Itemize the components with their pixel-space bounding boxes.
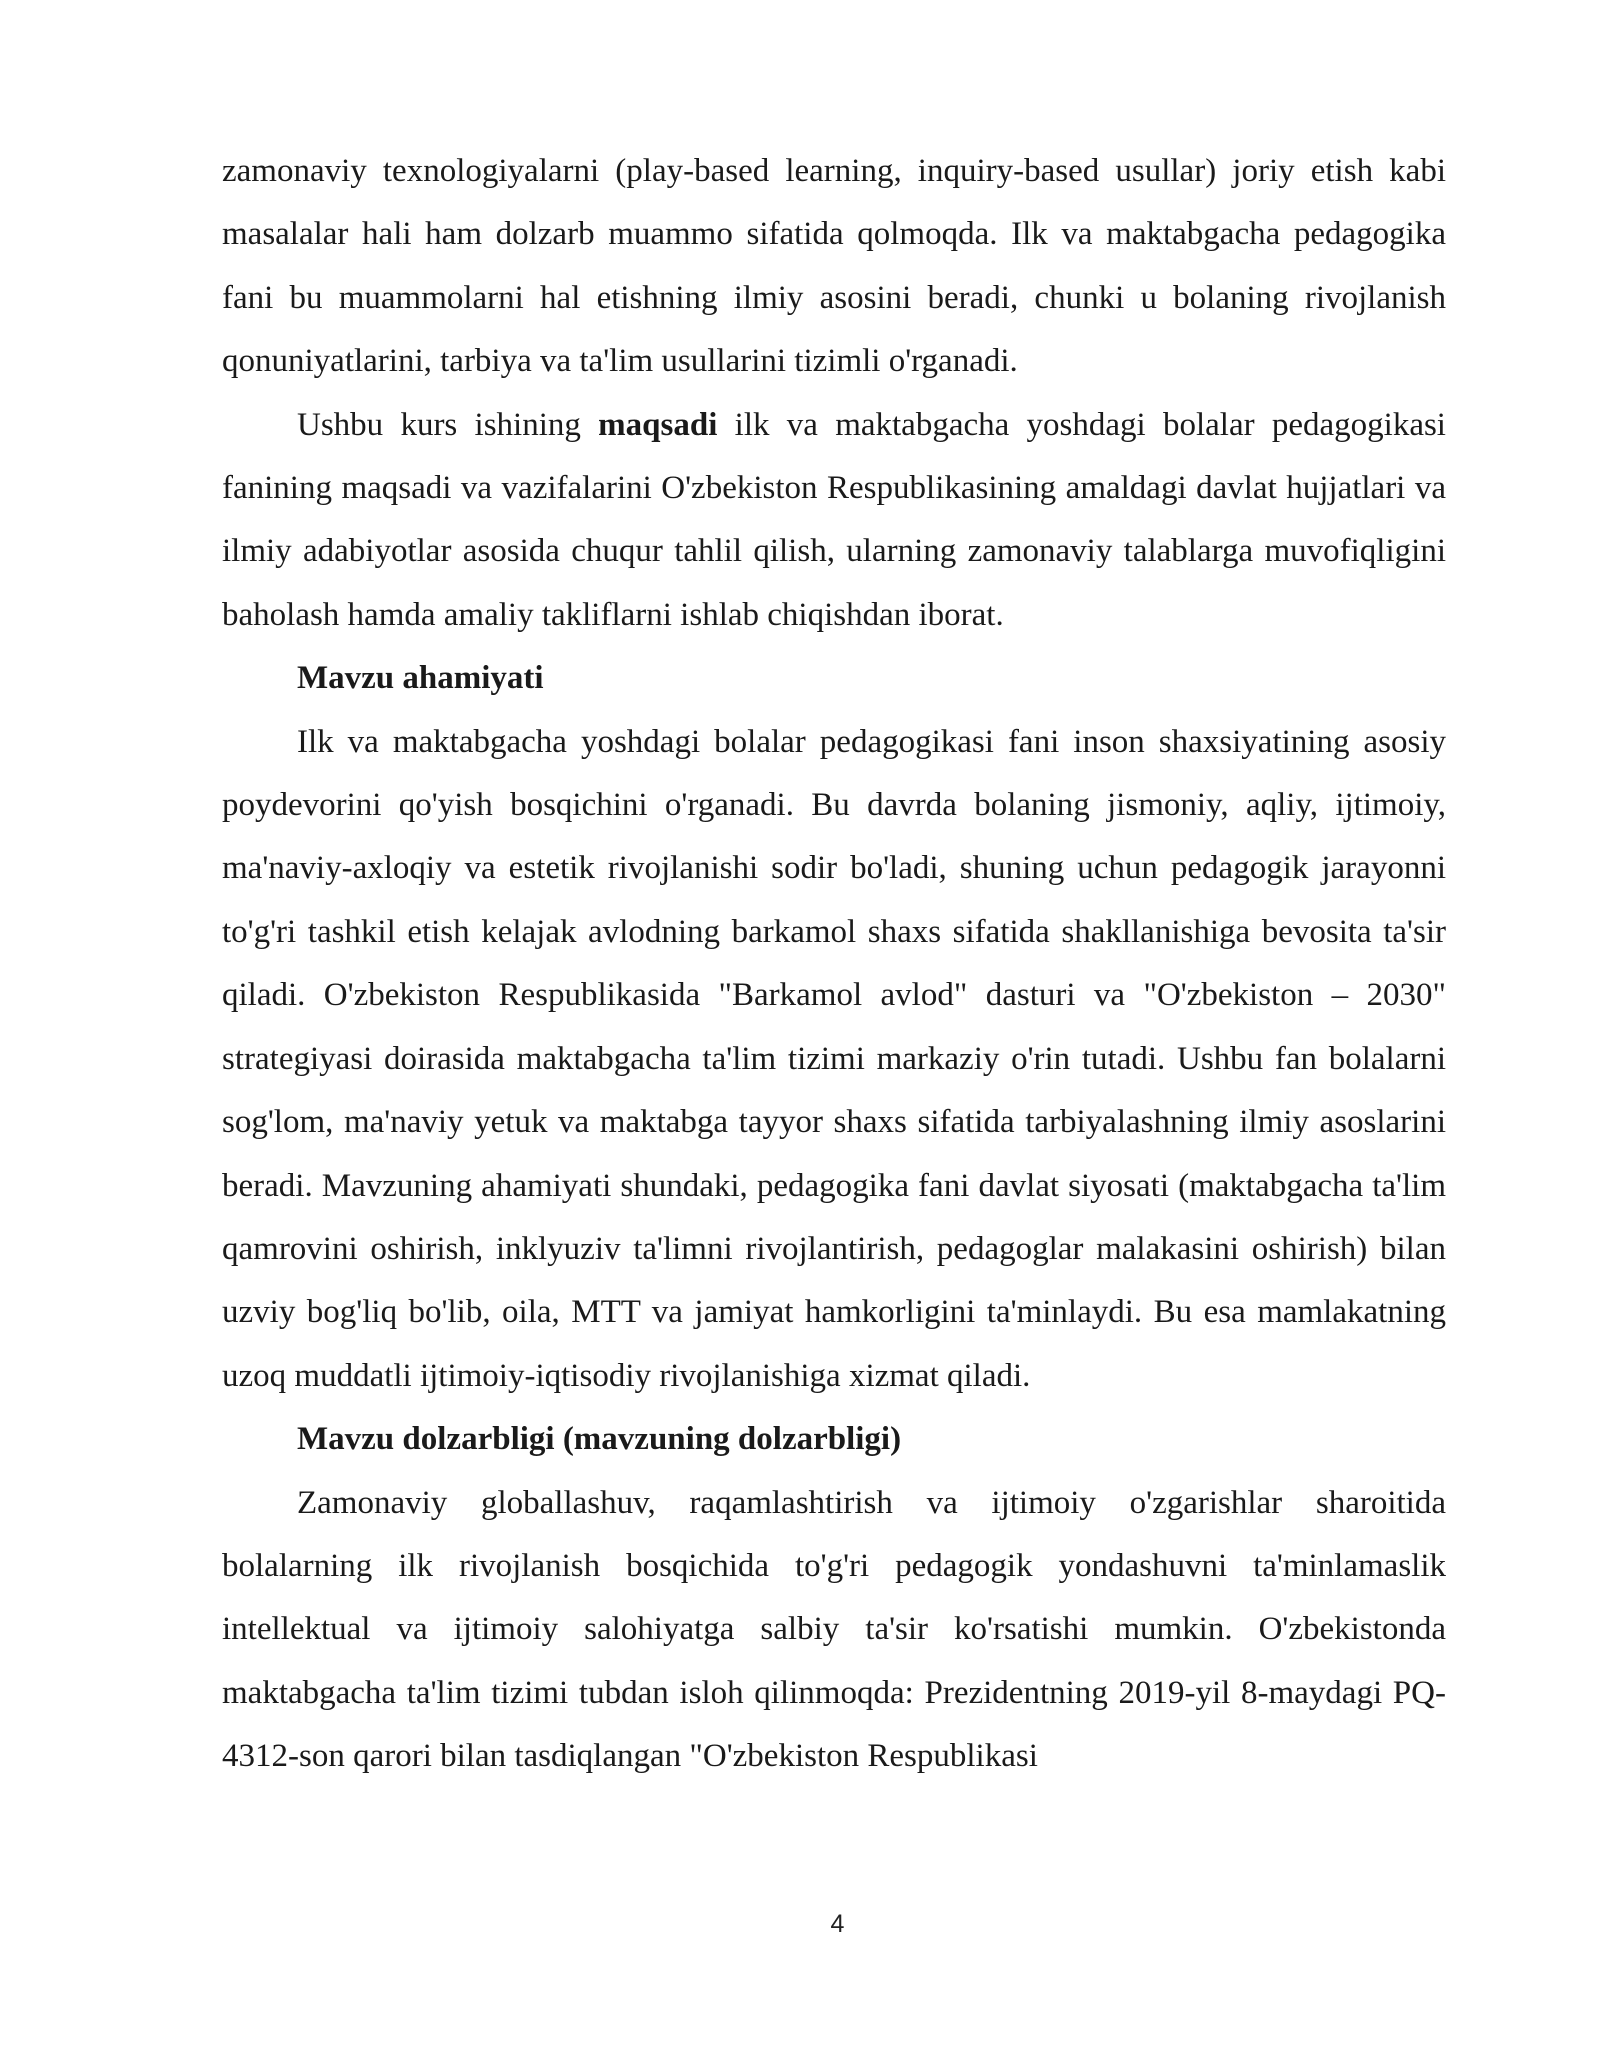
goal-text-before: Ushbu kurs ishining (297, 406, 599, 443)
heading-importance: Mavzu ahamiyati (297, 660, 544, 697)
paragraph-intro-continuation: zamonaviy texnologiyalarni (play-based learning, inquiry-based usullar) joriy etish kabi masalalar hali ham dolzarb muammo sifatida qolmoqda. Ilk va maktabgacha pedagogika fani bu muammolarni hal etishning ilmiy asosini beradi, chunki u bolaning rivojlanish qonuniyatlarini, tarbiya va ta'lim usullarini tizimli o'rganadi. (222, 153, 1446, 380)
heading-relevance: Mavzu dolzarbligi (mavzuning dolzarbligi) (297, 1421, 902, 1458)
paragraph-relevance: Zamonaviy globallashuv, raqamlashtirish va ijtimoiy o'zgarishlar sharoitida bolalarning ilk rivojlanish bosqichida to'g'ri pedagogik yondashuvni ta'minlamaslik intellektual va ijtimoiy salohiyatga salbiy ta'sir ko'rsatishi mumkin. O'zbekistonda maktabgacha ta'lim tizimi tubdan isloh qilinmoqda: Prezidentning 2019-yil 8-maydagi PQ-4312-son qarori bilan tasdiqlangan "O'zbekiston Respublikasi (222, 1484, 1446, 1775)
goal-keyword: maqsadi (598, 406, 718, 443)
page-number: 4 (830, 1910, 845, 1938)
paragraph-importance: Ilk va maktabgacha yoshdagi bolalar pedagogikasi fani inson shaxsiyatining asosiy poydevorini qo'yish bosqichini o'rganadi. Bu davrda bolaning jismoniy, aqliy, ijtimoiy, ma'naviy-axloqiy va estetik rivojlanishi sodir bo'ladi, shuning uchun pedagogik jarayonni to'g'ri tashkil etish kelajak avlodning barkamol shaxs sifatida shakllanishiga bevosita ta'sir qiladi. O'zbekiston Respublikasida "Barkamol avlod" dasturi va "O'zbekiston – 2030" strategiyasi doirasida maktabgacha ta'lim tizimi markaziy o'rin tutadi. Ushbu fan bolalarni sog'lom, ma'naviy yetuk va maktabga tayyor shaxs sifatida tarbiyalashning ilmiy asoslarini beradi. Mavzuning ahamiyati shundaki, pedagogika fani davlat siyosati (maktabgacha ta'lim qamrovini oshirish, inklyuziv ta'limni rivojlantirish, pedagoglar malakasini oshirish) bilan uzviy bog'liq bo'lib, oila, MTT va jamiyat hamkorligini ta'minlaydi. Bu esa mamlakatning uzoq muddatli ijtimoiy-iqtisodiy rivojlanishiga xizmat qiladi. (222, 723, 1446, 1394)
paragraph-goal (222, 394, 1446, 648)
body-text (222, 140, 1446, 1789)
goal-text-after: ilk va maktabgacha yoshdagi bolalar pedagogikasi fanining maqsadi va vazifalarini O'zbekiston Respublikasining amaldagi davlat hujjatlari va ilmiy adabiyotlar asosida chuqur tahlil qilish, ularning zamonaviy talablarga muvofiqligini baholash hamda amaliy takliflarni ishlab chiqishdan iborat. (222, 406, 1446, 633)
